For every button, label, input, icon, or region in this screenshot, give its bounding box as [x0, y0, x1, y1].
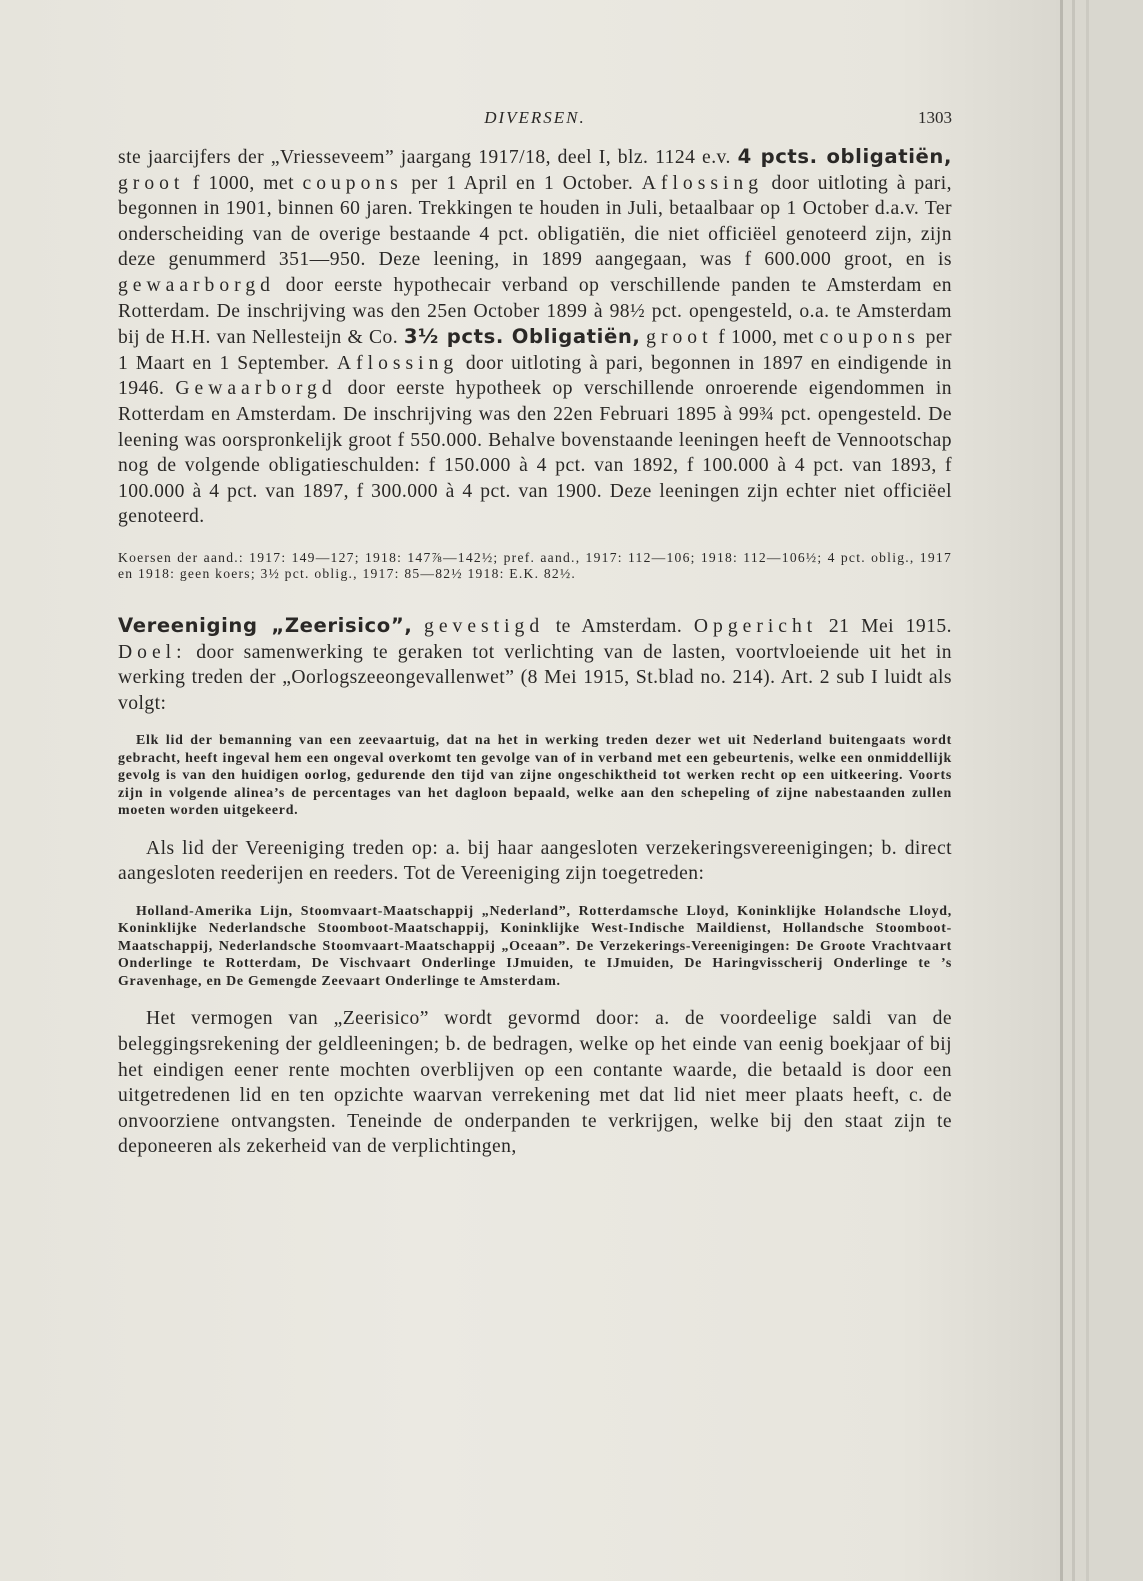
spaced-term: coupons	[819, 327, 920, 349]
text-run: te Amsterdam.	[544, 615, 694, 637]
page-content	[118, 108, 952, 1160]
spaced-term: groot	[646, 327, 713, 349]
page-edge	[1086, 0, 1089, 1581]
running-head	[118, 108, 952, 144]
koersen-note: Koersen der aand.: 1917: 149—127; 1918: 147⅞—142½; pref. aand., 1917: 112—106; 1918: 112—106½; 4 pct. oblig., 1917 en 1918: geen koers; 3½ pct. oblig., 1917: 85—82½ 1918: E.K. 82½.	[118, 549, 952, 582]
spaced-term: groot	[118, 172, 185, 194]
paragraph-members: Als lid der Vereeniging treden op: a. bij haar aangesloten verzekeringsvereenigingen; b. direct aangesloten reederijen en reeders. Tot de Vereeniging zijn toegetreden:	[118, 837, 952, 885]
page-edge	[1072, 0, 1075, 1581]
heading-4pct-obligations: 4 pcts. obligatiën,	[737, 145, 952, 168]
spaced-term: Aflossing	[641, 172, 763, 194]
paragraph-zeerisico	[118, 613, 952, 716]
paragraph-obligations	[118, 144, 952, 530]
page-edge	[1060, 0, 1063, 1581]
text-run: door uitloting à pari, begonnen in 1897 en eindigende in 1946.	[118, 352, 952, 400]
text-run	[412, 616, 424, 637]
spaced-term: Aflossing	[337, 352, 459, 374]
text-run: door samenwerking te geraken tot verlichting van de lasten, voortvloeiende uit het in werking treden der „Oorlogszeeongevallenwet” (8 Mei 1915, St.blad no. 214). Art. 2 sub I luidt als volgt:	[118, 641, 952, 714]
text-run: ste jaarcijfers der „Vriesseveem” jaargang 1917/18, deel I, blz. 1124 e.v.	[118, 147, 738, 168]
page-number: 1303	[918, 108, 952, 127]
spaced-term: Opgericht	[693, 615, 818, 637]
text-run: f 1000, met	[184, 172, 303, 194]
text-run: per 1 April en 1 October.	[402, 172, 642, 194]
paragraph-vermogen: Het vermogen van „Zeerisico” wordt gevormd door: a. de voordeelige saldi van de beleggingsrekening der geldleeningen; b. de bedragen, welke op het einde van eenig boekjaar of bij het eindigen eener rente mochten overblijven op een contante waarde, die betaald is door een uitgetredenen lid en ten opzichte waarvan verrekening met dat lid niet meer plaats heeft, c. de onvoorziene ontvangsten. Teneinde de onderpanden te verkrijgen, welke bij den staat zijn te deponeeren als zekerheid van de verplichtingen,	[118, 1008, 952, 1158]
member-list: Holland-Amerika Lijn, Stoomvaart-Maatschappij „Nederland”, Rotterdamsche Lloyd, Koninklijke Holandsche Lloyd, Koninklijke Nederlandsche Stoomboot-Maatschappij, Koninklijke West-Indische Maildienst, Hollandsche Stoomboot-Maatschappij, Nederlandsche Stoomvaart-Maatschappij „Oceaan”. De Verzekerings-Vereenigingen: De Groote Vrachtvaart Onderlinge te Rotterdam, De Vischvaart Onderlinge IJmuiden, te IJmuiden, De Haringvisscherij Onderlinge te ’s Gravenhage, en De Gemengde Zeevaart Onderlinge te Amsterdam.	[118, 903, 952, 989]
text-run: per 1 Maart en 1 September.	[118, 327, 952, 374]
text-run: door eerste hypotheek op verschillende onroerende eigendommen in Rotterdam en Amsterdam. De inschrijving was den 22en Februari 1895 à 99¾ pct. opengesteld. De leening was oorspronkelijk groot f 550.000. Behalve bovenstaande leeningen heeft de Vennootschap nog de volgende obligatieschulden: f 150.000 à 4 pct. van 1892, f 100.000 à 4 pct. van 1893, f 100.000 à 4 pct. van 1897, f 300.000 à 4 pct. van 1900. Deze leeningen zijn echter niet officiëel genoteerd.	[118, 378, 953, 528]
text-run: 21 Mei 1915.	[817, 615, 952, 637]
spaced-term: Doel:	[118, 641, 187, 663]
spaced-term: gevestigd	[424, 615, 545, 637]
text-run: door eerste hypothecair verband op verschillende panden te Amsterdam en Rotterdam. De inschrijving was den 25en October 1899 à 98½ pct. opengesteld, o.a. te Amsterdam bij de H.H. van Nellesteijn & Co.	[118, 274, 952, 349]
spaced-term: gewaarborgd	[118, 274, 275, 296]
running-title: DIVERSEN.	[484, 108, 586, 127]
text-run: f 1000, met	[712, 327, 820, 349]
quoted-article: Elk lid der bemanning van een zeevaartuig, dat na het in werking treden dezer wet uit Nederland buitengaats wordt gebracht, heeft ingeval hem een ongeval overkomt ten gevolge van of in verband met een gebeurtenis, welke een onmiddellijk gevolg is van den huidigen oorlog, gedurende den tijd van zijne ongeschiktheid tot werken recht op een uitkeering. Voorts zijn in volgende alinea’s de percentages van het dagloon bepaald, welke aan den schepeling of zijne nabestaanden zullen moeten worden uitgekeerd.	[118, 733, 952, 819]
heading-vereeniging-zeerisico: Vereeniging „Zeerisico”,	[118, 613, 413, 637]
spaced-term: coupons	[302, 172, 403, 194]
text-run: door uitloting à pari, begonnen in 1901, binnen 60 jaren. Trekkingen te houden in Juli, betaalbaar op 1 October d.a.v. Ter onderscheiding van de overige bestaande 4 pct. obligatiën, die niet officiëel genoteerd zijn, zijn deze genummerd 351—950. Deze leening, in 1899 aangegaan, was f 600.000 groot, en is	[118, 172, 953, 271]
heading-3half-pct-obligations: 3½ pcts. Obligatiën,	[403, 325, 641, 349]
spaced-term: Gewaarborgd	[175, 378, 337, 400]
